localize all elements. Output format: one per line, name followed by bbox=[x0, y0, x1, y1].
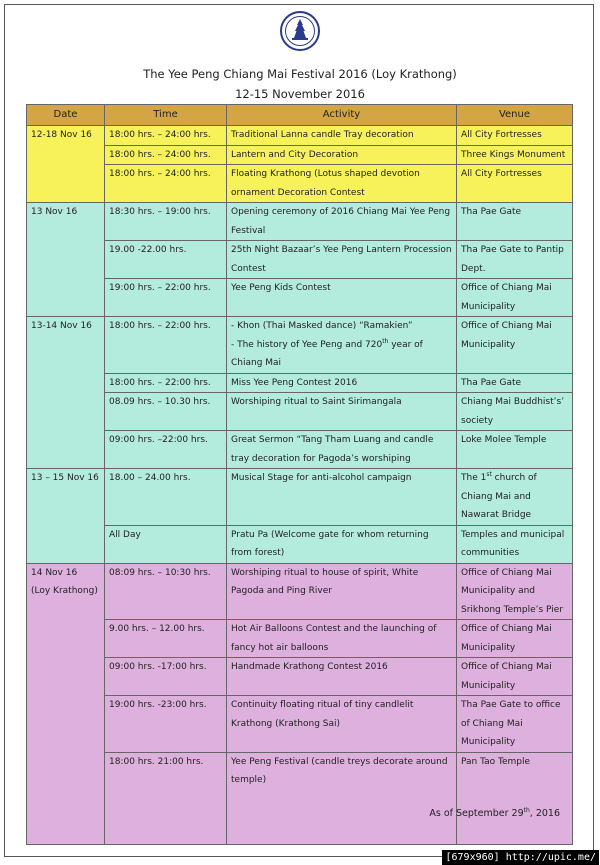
time-cell: 18.00 – 24.00 hrs. bbox=[105, 469, 227, 526]
time-cell: 18:00 hrs. – 22:00 hrs. bbox=[105, 373, 227, 393]
document-title: The Yee Peng Chiang Mai Festival 2016 (Loy Krathong) bbox=[143, 67, 457, 81]
table-row bbox=[27, 563, 573, 620]
table-row bbox=[27, 620, 573, 658]
date-cell: 13-14 Nov 16 bbox=[27, 317, 105, 469]
venue-cell: The 1st church of Chiang Mai and Nawarat Bridge bbox=[457, 469, 573, 526]
watermark: [679x960] http://upic.me/ bbox=[442, 850, 599, 865]
time-cell: 18:00 hrs. – 24:00 hrs. bbox=[105, 126, 227, 146]
activity-cell: Miss Yee Peng Contest 2016 bbox=[227, 373, 457, 393]
venue-cell: All City Fortresses bbox=[457, 126, 573, 146]
document-dates: 12-15 November 2016 bbox=[235, 87, 365, 101]
venue-cell: All City Fortresses bbox=[457, 165, 573, 203]
activity-cell: 25th Night Bazaar’s Yee Peng Lantern Procession Contest bbox=[227, 241, 457, 279]
table-row bbox=[27, 525, 573, 563]
activity-cell: Yee Peng Kids Contest bbox=[227, 279, 457, 317]
activity-cell: Continuity floating ritual of tiny candlelit Krathong (Krathong Sai) bbox=[227, 696, 457, 753]
time-cell: 18:00 hrs. 21:00 hrs. bbox=[105, 752, 227, 844]
activity-cell: Traditional Lanna candle Tray decoration bbox=[227, 126, 457, 146]
activity-line: - Khon (Thai Masked dance) “Ramakien” bbox=[231, 321, 413, 331]
time-cell: 18:00 hrs. – 24:00 hrs. bbox=[105, 165, 227, 203]
table-row bbox=[27, 317, 573, 374]
table-row bbox=[27, 658, 573, 696]
column-header-date: Date bbox=[27, 105, 105, 126]
venue-cell: Office of Chiang Mai Municipality bbox=[457, 658, 573, 696]
venue-cell: Three Kings Monument bbox=[457, 145, 573, 165]
date-cell: 13 Nov 16 bbox=[27, 203, 105, 317]
table-row bbox=[27, 696, 573, 753]
date-cell: 13 – 15 Nov 16 bbox=[27, 469, 105, 564]
table-row bbox=[27, 145, 573, 165]
time-cell: 19:00 hrs. – 22:00 hrs. bbox=[105, 279, 227, 317]
activity-cell: Worshiping ritual to Saint Sirimangala bbox=[227, 393, 457, 431]
time-cell: 19:00 hrs. -23:00 hrs. bbox=[105, 696, 227, 753]
table-row bbox=[27, 203, 573, 241]
venue-cell: Chiang Mai Buddhist’s’ society bbox=[457, 393, 573, 431]
time-cell: All Day bbox=[105, 525, 227, 563]
date-cell: 14 Nov 16 (Loy Krathong) bbox=[27, 563, 105, 844]
table-row bbox=[27, 279, 573, 317]
column-header-venue: Venue bbox=[457, 105, 573, 126]
activity-cell bbox=[227, 317, 457, 374]
column-header-activity: Activity bbox=[227, 105, 457, 126]
time-cell: 09:00 hrs. -17:00 hrs. bbox=[105, 658, 227, 696]
activity-cell: Lantern and City Decoration bbox=[227, 145, 457, 165]
activity-line: - The history of Yee Peng and 720th year of Chiang Mai bbox=[231, 337, 423, 368]
time-cell: 18:00 hrs. – 24:00 hrs. bbox=[105, 145, 227, 165]
table-row bbox=[27, 752, 573, 844]
time-cell: 19.00 -22.00 hrs. bbox=[105, 241, 227, 279]
venue-cell: Office of Chiang Mai Municipality bbox=[457, 620, 573, 658]
venue-cell: Office of Chiang Mai Municipality bbox=[457, 279, 573, 317]
time-cell: 09:00 hrs. –22:00 hrs. bbox=[105, 431, 227, 469]
column-header-time: Time bbox=[105, 105, 227, 126]
time-cell: 9.00 hrs. – 12.00 hrs. bbox=[105, 620, 227, 658]
activity-cell: Pratu Pa (Welcome gate for whom returning from forest) bbox=[227, 525, 457, 563]
activity-cell: Hot Air Balloons Contest and the launching of fancy hot air balloons bbox=[227, 620, 457, 658]
venue-cell: Tha Pae Gate bbox=[457, 373, 573, 393]
activity-cell: Opening ceremony of 2016 Chiang Mai Yee Peng Festival bbox=[227, 203, 457, 241]
activity-cell: Yee Peng Festival (candle treys decorate around temple) bbox=[227, 752, 457, 844]
time-cell: 18:00 hrs. – 22:00 hrs. bbox=[105, 317, 227, 374]
venue-cell: Tha Pae Gate to Pantip Dept. bbox=[457, 241, 573, 279]
table-row bbox=[27, 393, 573, 431]
table-row bbox=[27, 469, 573, 526]
time-cell: 18:30 hrs. – 19:00 hrs. bbox=[105, 203, 227, 241]
venue-cell: Tha Pae Gate bbox=[457, 203, 573, 241]
venue-cell: Tha Pae Gate to office of Chiang Mai Municipality bbox=[457, 696, 573, 753]
table-row bbox=[27, 126, 573, 146]
table-row bbox=[27, 241, 573, 279]
table-row bbox=[27, 373, 573, 393]
activity-cell: Handmade Krathong Contest 2016 bbox=[227, 658, 457, 696]
activity-cell: Great Sermon “Tang Tham Luang and candle tray decoration for Pagoda’s worshiping bbox=[227, 431, 457, 469]
activity-cell: Musical Stage for anti-alcohol campaign bbox=[227, 469, 457, 526]
venue-cell: Pan Tao Temple bbox=[457, 752, 573, 844]
table-header-row bbox=[27, 105, 573, 126]
activity-cell: Floating Krathong (Lotus shaped devotion ornament Decoration Contest bbox=[227, 165, 457, 203]
time-cell: 08:09 hrs. – 10:30 hrs. bbox=[105, 563, 227, 620]
schedule-table bbox=[26, 104, 573, 845]
table-row bbox=[27, 165, 573, 203]
activity-cell: Worshiping ritual to house of spirit, White Pagoda and Ping River bbox=[227, 563, 457, 620]
emblem-icon bbox=[279, 10, 321, 52]
time-cell: 08.09 hrs. – 10.30 hrs. bbox=[105, 393, 227, 431]
date-cell: 12-18 Nov 16 bbox=[27, 126, 105, 203]
venue-cell: Temples and municipal communities bbox=[457, 525, 573, 563]
as-of-date: As of September 29th, 2016 bbox=[429, 806, 560, 819]
venue-cell: Office of Chiang Mai Municipality and Srikhong Temple’s Pier bbox=[457, 563, 573, 620]
venue-cell: Loke Molee Temple bbox=[457, 431, 573, 469]
table-row bbox=[27, 431, 573, 469]
venue-cell: Office of Chiang Mai Municipality bbox=[457, 317, 573, 374]
